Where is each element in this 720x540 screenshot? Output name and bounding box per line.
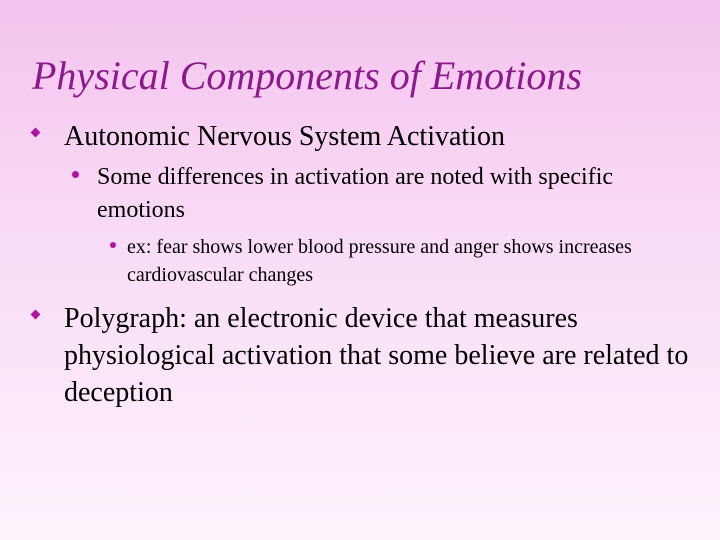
sub-bullet-item-differences bbox=[72, 161, 702, 227]
round-bullet-icon bbox=[72, 171, 79, 178]
bullet-item-autonomic bbox=[32, 118, 692, 155]
diamond-bullet-icon bbox=[32, 129, 39, 136]
slide-title: Physical Components of Emotions bbox=[32, 53, 582, 98]
bullet-text: Polygraph: an electronic device that measures physiological activation that some believe are related to deception bbox=[64, 303, 689, 408]
sub-sub-bullet-text: ex: fear shows lower blood pressure and anger shows increases cardiovascular changes bbox=[127, 236, 632, 286]
sub-bullet-text: Some differences in activation are noted with specific emotions bbox=[97, 164, 614, 223]
bullet-item-polygraph bbox=[32, 300, 692, 411]
bullet-text: Autonomic Nervous System Activation bbox=[64, 121, 505, 152]
diamond-bullet-icon bbox=[32, 311, 39, 318]
round-bullet-icon bbox=[110, 242, 116, 248]
sub-sub-bullet-item-example bbox=[110, 233, 670, 289]
